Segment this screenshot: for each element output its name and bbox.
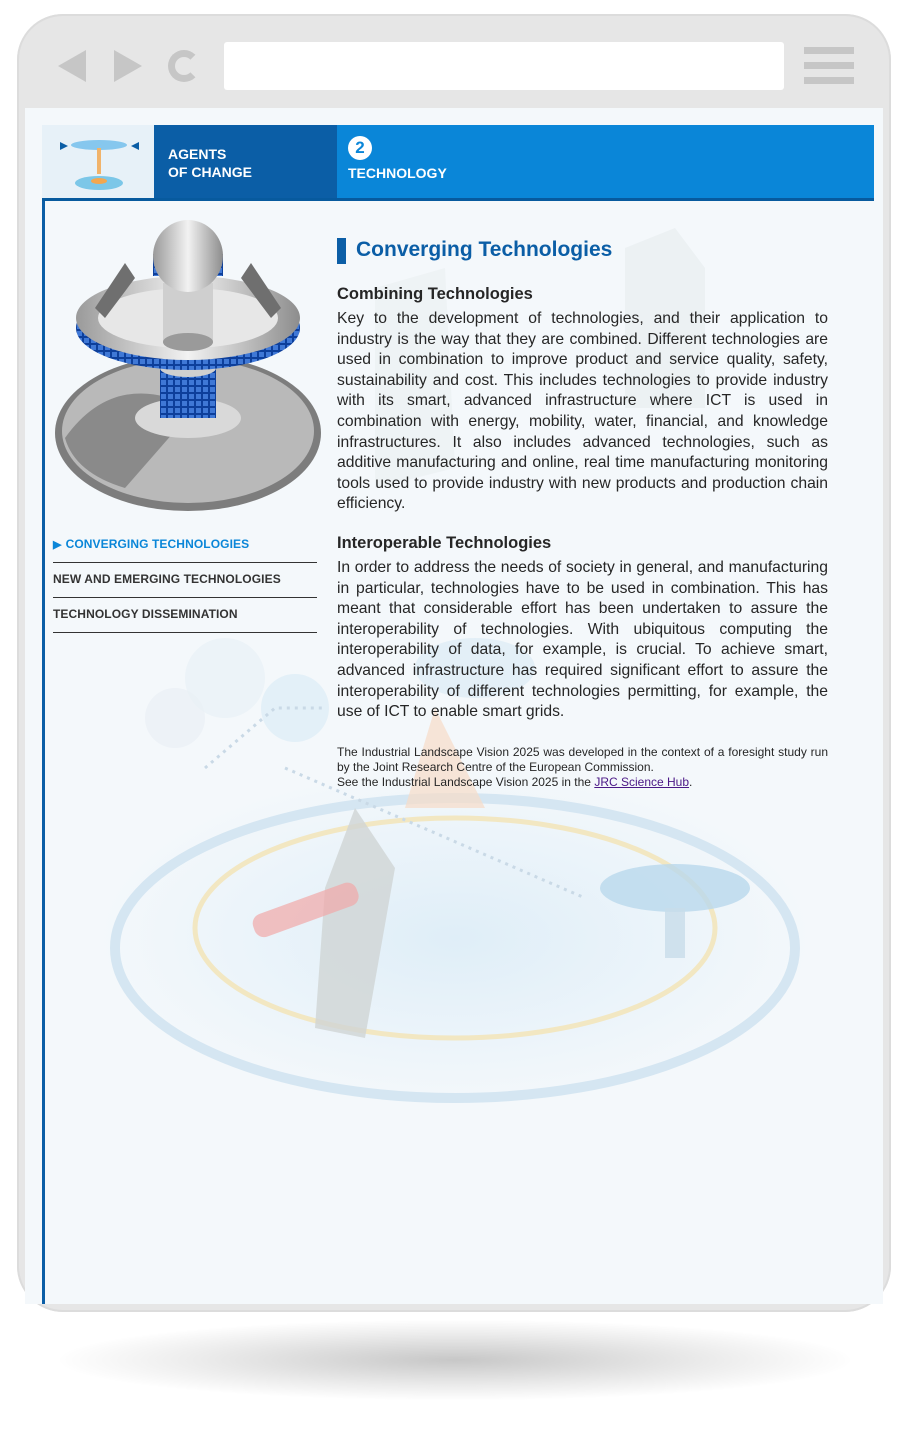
section-heading-interoperable: Interoperable Technologies <box>337 533 552 552</box>
forward-arrow-icon[interactable] <box>114 50 142 82</box>
address-bar[interactable] <box>224 42 784 90</box>
beam-thumbnail-icon <box>42 125 154 201</box>
footnote-line1: The Industrial Landscape Vision 2025 was developed in the context of a foresight study run by the Joint Research Centre of the European Commission. <box>337 744 828 774</box>
device-shadow <box>60 1320 850 1400</box>
technology-label: TECHNOLOGY <box>348 165 447 181</box>
agents-label-line2: OF CHANGE <box>168 164 252 180</box>
page-viewport <box>25 108 883 1304</box>
reload-icon[interactable] <box>168 50 200 82</box>
footnote <box>337 745 828 790</box>
agents-thumbnail[interactable] <box>42 125 154 201</box>
sidebar-item-label: CONVERGING TECHNOLOGIES <box>65 537 250 551</box>
footnote-prefix: See the Industrial Landscape Vision 2025 in the <box>337 774 591 789</box>
active-pointer-icon: ▶ <box>53 539 62 551</box>
section-heading-combining: Combining Technologies <box>337 285 533 303</box>
agents-label-line1: AGENTS <box>168 146 227 162</box>
tab-agents-of-change[interactable] <box>154 125 337 201</box>
section-header <box>42 125 874 201</box>
converging-technologies-illustration <box>55 218 325 513</box>
section-body-combining: Key to the development of technologies, and their application to industry is the way that they are combined. Different technologies are used in combination to improve product and service quality, safety, sustainability and cost. This includes technologies to provide industry with its smart, advanced infrastructure where ICT is used in combination with energy, mobility, water, financial, and knowledge infrastructures. It also includes advanced technologies, such as additive manufacturing and online, real time manufacturing monitoring tools used to provide industry with new products and production chain efficiency. <box>337 310 828 513</box>
main-content <box>337 238 828 790</box>
section-body-interoperable: In order to address the needs of society in general, and manufacturing in particular, technologies have to be used in combination. This has meant that considerable effort has been undertaken to assure the interoperability of technologies. With ubiquitous computing the interoperability of data, for example, is crucial. To achieve smart, advanced infrastructure has required significant effort to assure the interoperability of different technologies permitting, for example, the use of ICT to enable smart grids. <box>337 558 828 721</box>
sidebar-item-label: TECHNOLOGY DISSEMINATION <box>53 607 238 621</box>
tab-technology[interactable] <box>337 125 874 201</box>
hamburger-menu-icon[interactable] <box>804 47 854 85</box>
left-border <box>42 201 45 1304</box>
back-arrow-icon[interactable] <box>58 50 86 82</box>
sidebar-item-technology-dissemination[interactable] <box>53 598 317 633</box>
footnote-line2 <box>337 775 828 790</box>
footnote-suffix: . <box>689 774 693 789</box>
jrc-science-hub-link[interactable]: JRC Science Hub <box>594 774 690 789</box>
technology-submenu <box>53 528 317 633</box>
header-underline <box>42 198 874 201</box>
technology-number-badge: 2 <box>348 136 372 160</box>
sidebar-item-new-and-emerging-technologies[interactable] <box>53 563 317 598</box>
page-title: Converging Technologies <box>337 238 828 264</box>
sidebar-item-label: NEW AND EMERGING TECHNOLOGIES <box>53 572 281 586</box>
sidebar-item-converging-technologies[interactable] <box>53 528 317 563</box>
